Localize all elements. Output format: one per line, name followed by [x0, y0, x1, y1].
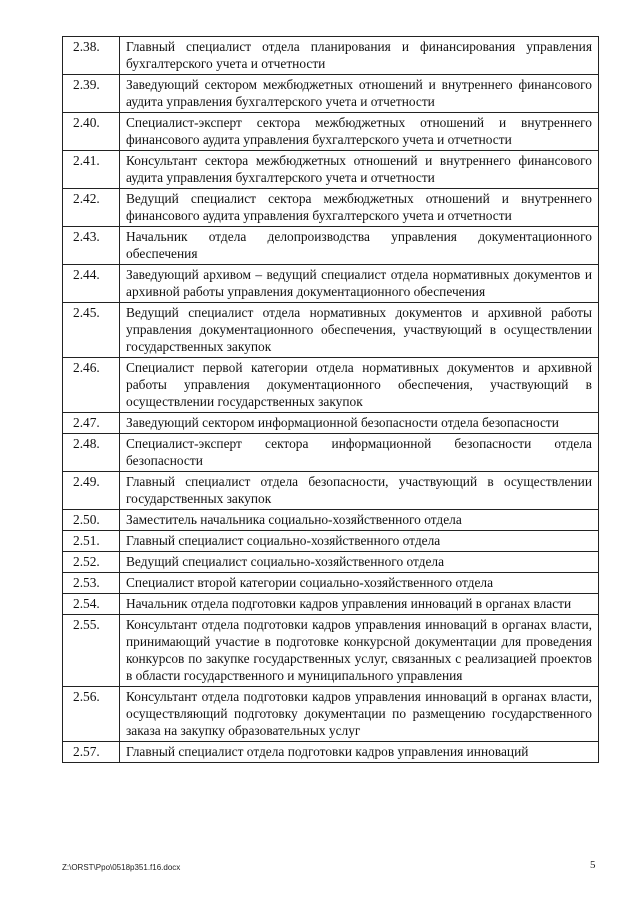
- table-row: [63, 75, 599, 113]
- row-number: 2.53.: [63, 573, 120, 594]
- row-number: 2.39.: [63, 75, 120, 113]
- row-number: 2.47.: [63, 413, 120, 434]
- position-title: Консультант отдела подготовки кадров управления инноваций в органах власти, осуществляющий подготовку документации по размещению государственного заказа на закупку образовательных услуг: [120, 687, 599, 742]
- row-number: 2.49.: [63, 472, 120, 510]
- position-title: Ведущий специалист сектора межбюджетных отношений и внутреннего финансового аудита управления бухгалтерского учета и отчетности: [120, 189, 599, 227]
- table-row: [63, 413, 599, 434]
- position-title: Главный специалист отдела планирования и финансирования управления бухгалтерского учета и отчетности: [120, 37, 599, 75]
- row-number: 2.46.: [63, 358, 120, 413]
- row-number: 2.41.: [63, 151, 120, 189]
- table-row: [63, 594, 599, 615]
- table-row: [63, 303, 599, 358]
- row-number: 2.45.: [63, 303, 120, 358]
- table-row: [63, 573, 599, 594]
- position-title: Специалист второй категории социально-хозяйственного отдела: [120, 573, 599, 594]
- table-row: [63, 434, 599, 472]
- position-title: Специалист-эксперт сектора межбюджетных отношений и внутреннего финансового аудита управления бухгалтерского учета и отчетности: [120, 113, 599, 151]
- position-title: Заведующий сектором межбюджетных отношений и внутреннего финансового аудита управления бухгалтерского учета и отчетности: [120, 75, 599, 113]
- row-number: 2.48.: [63, 434, 120, 472]
- page-number: 5: [590, 859, 596, 871]
- table-row: [63, 227, 599, 265]
- position-title: Начальник отдела делопроизводства управления документационного обеспечения: [120, 227, 599, 265]
- position-title: Консультант сектора межбюджетных отношений и внутреннего финансового аудита управления бухгалтерского учета и отчетности: [120, 151, 599, 189]
- position-title: Заместитель начальника социально-хозяйственного отдела: [120, 510, 599, 531]
- position-title: Главный специалист отдела безопасности, участвующий в осуществлении государственных закупок: [120, 472, 599, 510]
- row-number: 2.51.: [63, 531, 120, 552]
- table-row: [63, 472, 599, 510]
- row-number: 2.38.: [63, 37, 120, 75]
- row-number: 2.44.: [63, 265, 120, 303]
- footer-file-path: Z:\ORST\Ppo\0518p351.f16.docx: [62, 863, 181, 872]
- table-row: [63, 265, 599, 303]
- table-row: [63, 151, 599, 189]
- positions-table-body: [63, 37, 599, 763]
- row-number: 2.57.: [63, 742, 120, 763]
- position-title: Ведущий специалист отдела нормативных документов и архивной работы управления документационного обеспечения, участвующий в осуществлении государственных закупок: [120, 303, 599, 358]
- table-row: [63, 531, 599, 552]
- table-row: [63, 552, 599, 573]
- position-title: Начальник отдела подготовки кадров управления инноваций в органах власти: [120, 594, 599, 615]
- row-number: 2.52.: [63, 552, 120, 573]
- table-row: [63, 687, 599, 742]
- table-row: [63, 510, 599, 531]
- position-title: Ведущий специалист социально-хозяйственного отдела: [120, 552, 599, 573]
- position-title: Консультант отдела подготовки кадров управления инноваций в органах власти, принимающий участие в подготовке конкурсной документации для проведения конкурсов по закупке государственных услуг, связанных с реализацией проектов в области государственного и муниципального управления: [120, 615, 599, 687]
- position-title: Заведующий архивом – ведущий специалист отдела нормативных документов и архивной работы управления документационного обеспечения: [120, 265, 599, 303]
- position-title: Специалист-эксперт сектора информационной безопасности отдела безопасности: [120, 434, 599, 472]
- row-number: 2.43.: [63, 227, 120, 265]
- position-title: Главный специалист отдела подготовки кадров управления инноваций: [120, 742, 599, 763]
- row-number: 2.50.: [63, 510, 120, 531]
- table-row: [63, 615, 599, 687]
- positions-table: [62, 36, 599, 763]
- table-row: [63, 358, 599, 413]
- row-number: 2.42.: [63, 189, 120, 227]
- table-row: [63, 37, 599, 75]
- table-row: [63, 113, 599, 151]
- position-title: Заведующий сектором информационной безопасности отдела безопасности: [120, 413, 599, 434]
- row-number: 2.55.: [63, 615, 120, 687]
- position-title: Главный специалист социально-хозяйственного отдела: [120, 531, 599, 552]
- position-title: Специалист первой категории отдела нормативных документов и архивной работы управления документационного обеспечения, участвующий в осуществлении государственных закупок: [120, 358, 599, 413]
- row-number: 2.56.: [63, 687, 120, 742]
- table-row: [63, 189, 599, 227]
- row-number: 2.40.: [63, 113, 120, 151]
- table-row: [63, 742, 599, 763]
- row-number: 2.54.: [63, 594, 120, 615]
